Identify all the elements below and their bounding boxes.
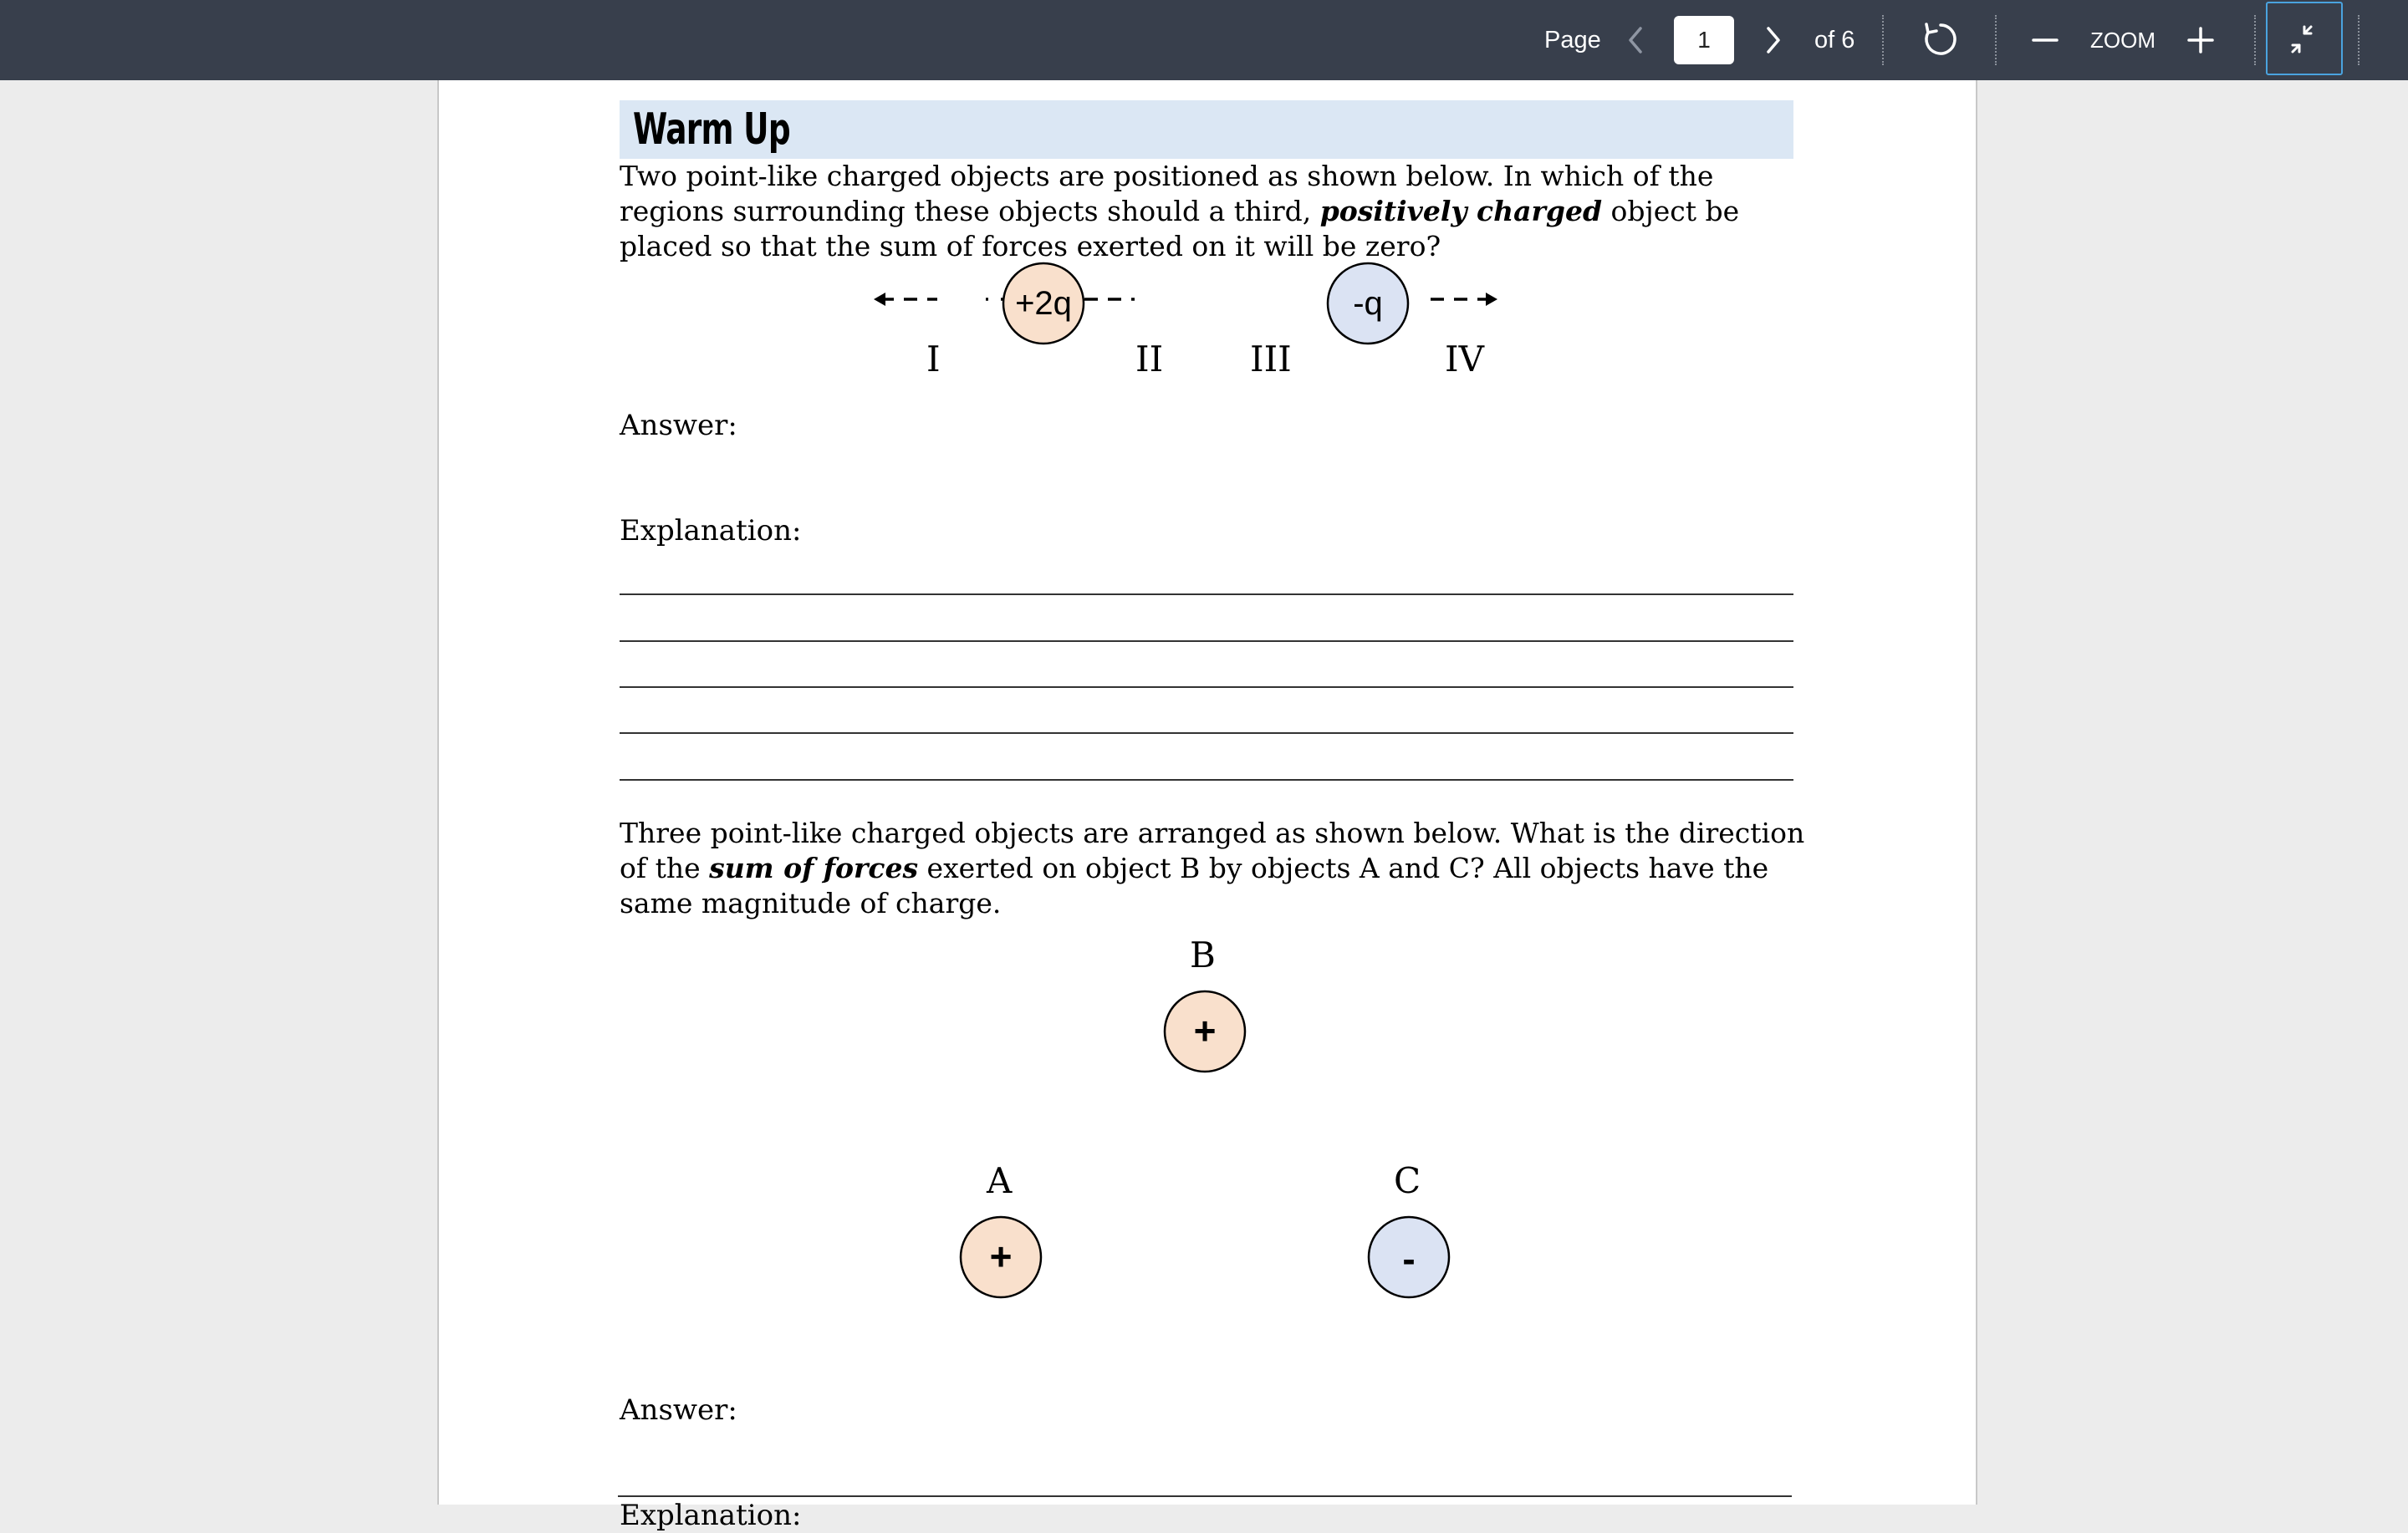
region-label-iii: III xyxy=(1250,339,1292,379)
warm-up-banner xyxy=(620,100,1793,159)
toolbar-divider xyxy=(1995,15,1997,65)
exit-fullscreen-icon xyxy=(2286,20,2324,59)
toolbar-divider xyxy=(2254,15,2256,65)
toolbar-divider xyxy=(2358,15,2360,65)
object-a-label: A xyxy=(987,1160,1013,1201)
object-c-charge xyxy=(1365,1214,1452,1301)
toolbar-divider xyxy=(1882,15,1884,65)
question-2-text: Three point-like charged objects are arranged as shown below. What is the direction of the sum of forces exerted on object B by objects A and C? All objects have the same magnitude of charge. xyxy=(620,817,1805,919)
plus-icon[interactable] xyxy=(2186,23,2216,57)
page-label: Page xyxy=(1544,27,1601,53)
charge-negative-q xyxy=(1324,259,1412,348)
object-c-label: C xyxy=(1394,1160,1421,1201)
right-arrowhead xyxy=(1486,293,1497,306)
viewer-toolbar xyxy=(0,0,2408,80)
zoom-label: ZOOM xyxy=(2090,28,2155,53)
left-arrowhead xyxy=(874,293,885,306)
explanation-line[interactable] xyxy=(620,593,1793,595)
explanation-line[interactable] xyxy=(620,686,1793,688)
page-number-input[interactable] xyxy=(1674,16,1734,64)
explanation-label-2: Explanation: xyxy=(620,1499,802,1532)
answer-label-2: Answer: xyxy=(620,1393,737,1427)
warm-up-title: Warm Up xyxy=(633,104,790,155)
svg-text:-: - xyxy=(1402,1237,1416,1281)
object-b-label: B xyxy=(1190,935,1216,975)
document-viewport[interactable] xyxy=(0,80,2408,1532)
svg-text:+: + xyxy=(989,1235,1013,1278)
explanation-line[interactable] xyxy=(620,779,1793,781)
chevron-left-icon[interactable] xyxy=(1622,23,1647,57)
region-label-ii: II xyxy=(1135,339,1164,379)
svg-text:+: + xyxy=(1193,1009,1217,1052)
page-count-label: of 6 xyxy=(1814,27,1855,53)
region-label-i: I xyxy=(926,339,941,379)
explanation-line[interactable] xyxy=(618,1495,1792,1497)
right-axis-segment xyxy=(1426,256,1559,348)
explanation-line[interactable] xyxy=(620,640,1793,642)
explanation-line[interactable] xyxy=(620,732,1793,734)
object-a-charge xyxy=(957,1214,1044,1301)
answer-label-1: Answer: xyxy=(620,409,737,442)
question-1-text: Two point-like charged objects are positioned as shown below. In which of the regions surrounding these objects should a third, positively charged object be placed so that the sum of forces exerted on it will be zero? xyxy=(620,160,1740,262)
rotate-icon[interactable] xyxy=(1921,20,1960,59)
document-page xyxy=(437,80,1977,1532)
svg-text:+2q: +2q xyxy=(1015,285,1072,322)
explanation-label-1: Explanation: xyxy=(620,514,802,548)
charge-positive-2q xyxy=(999,259,1088,348)
chevron-right-icon[interactable] xyxy=(1761,23,1786,57)
exit-fullscreen-button[interactable] xyxy=(2266,2,2343,75)
region-label-iv: IV xyxy=(1445,339,1484,379)
minus-icon[interactable] xyxy=(2030,25,2060,55)
object-b-charge xyxy=(1161,988,1248,1075)
svg-text:-q: -q xyxy=(1353,285,1383,322)
